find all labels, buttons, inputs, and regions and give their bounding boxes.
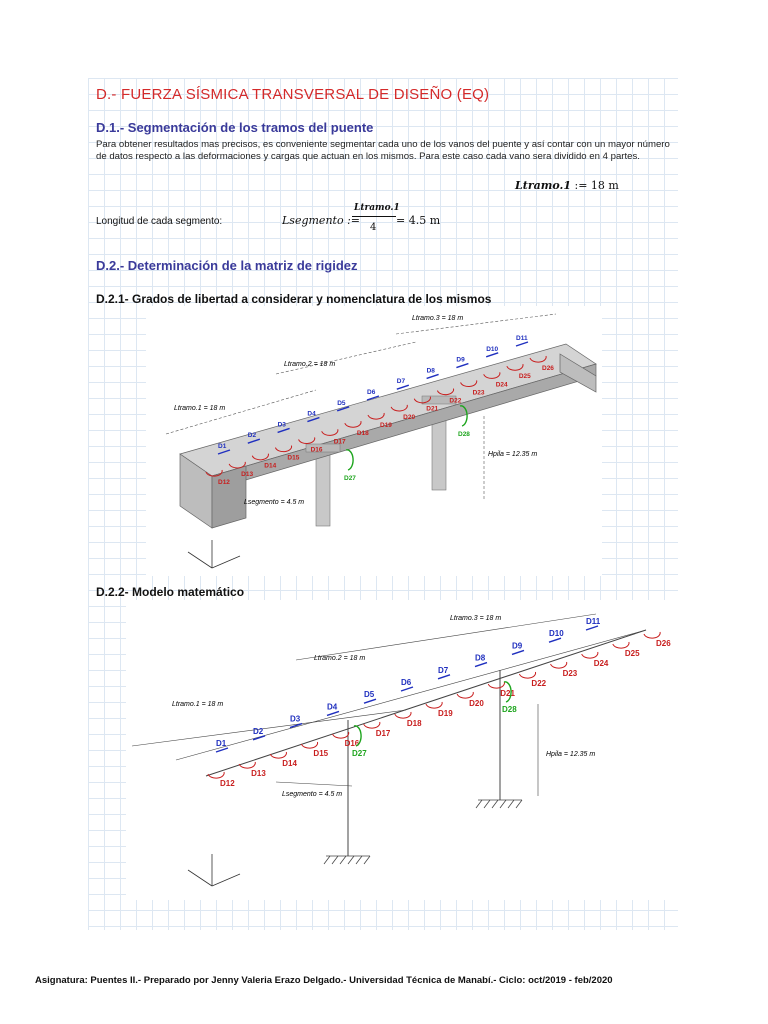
dof-label-d1: D1 [216, 739, 227, 748]
dof-label-d6: D6 [367, 389, 376, 396]
dof-rotation-arc [613, 642, 629, 648]
dof-rotation-arc [582, 652, 598, 658]
dof-label-d4: D4 [307, 410, 316, 418]
dof-label-d20: D20 [469, 699, 484, 708]
dof-label-d21: D21 [500, 689, 515, 698]
fig2-dim-pila: Hpila = 12.35 m [546, 751, 596, 758]
dof-label-d24: D24 [495, 381, 508, 389]
dof-label-d14: D14 [264, 462, 277, 470]
fig2-dim-tramo1: Ltramo.1 = 18 m [172, 701, 224, 708]
dof-rotation-arc [488, 682, 504, 688]
dof-label-d1: D1 [218, 443, 227, 450]
eq-seg-rhs: = 4.5 m [396, 214, 441, 227]
dof-arrow [364, 699, 376, 703]
dof-label-d4: D4 [327, 702, 338, 712]
dof-arrow [486, 353, 498, 357]
dof-arrow [586, 626, 598, 630]
fig1-axes [188, 540, 240, 568]
dof-label-d8: D8 [426, 367, 435, 375]
dof-label-d18: D18 [406, 719, 422, 728]
fig1-dim-segmento: Lsegmento = 4.5 m [244, 499, 305, 506]
dof-label-d13: D13 [241, 470, 254, 478]
dof-label-d20: D20 [403, 413, 416, 421]
dof-label-d18: D18 [356, 430, 369, 438]
bridge-model-figure [126, 600, 678, 900]
dof-rotation-arc [519, 672, 535, 678]
dof-label-d7: D7 [396, 378, 406, 386]
eq-seg-den: 4 [370, 222, 377, 233]
s22-title: D.2.2- Modelo matemático [96, 585, 245, 599]
dof-rotation-arc [426, 702, 442, 708]
dof-label-d16: D16 [310, 446, 323, 454]
fig2-dim-segmento: Lsegmento = 4.5 m [282, 791, 343, 798]
footer: Asignatura: Puentes II.- Preparado por Jenny Valeria Erazo Delgado.- Universidad Técnica de Manabí.- Ciclo: oct/2019 - feb/2020 [35, 975, 613, 986]
eq-seg-num: Ltramo.1 [354, 203, 400, 213]
fig2-dim-tramo3: Ltramo.3 = 18 m [450, 615, 502, 622]
seg-label: Longitud de cada segmento: [96, 216, 223, 227]
bridge-3d-figure [146, 306, 602, 576]
dof-label-d28: D28 [458, 431, 470, 438]
fig1-dim-tramo2: Ltramo.2 = 18 m [284, 361, 336, 368]
dof-rotation-arc [301, 742, 317, 748]
dof-label-d23: D23 [472, 389, 485, 397]
dof-label-d17: D17 [333, 438, 346, 446]
eq-segment [282, 203, 462, 239]
dof-arrow [327, 711, 339, 715]
dof-rotation-arc [551, 662, 567, 668]
dof-label-d19: D19 [380, 422, 392, 429]
dof-rotation-arc [457, 692, 473, 698]
dof-label-d16: D16 [344, 739, 360, 748]
dof-label-d27: D27 [352, 749, 367, 758]
dof-arrow [401, 687, 413, 691]
dof-label-d3: D3 [290, 714, 301, 724]
dof-label-d21: D21 [426, 405, 439, 413]
dof-label-d9: D9 [456, 356, 465, 364]
dof-arrow [397, 385, 409, 389]
dof-label-d11: D11 [586, 617, 601, 626]
eq-ltramo [515, 179, 619, 192]
s2-title: D.2.- Determinación de la matriz de rigidez [96, 258, 358, 273]
dof-label-d9: D9 [512, 641, 523, 651]
dof-label-d6: D6 [401, 678, 412, 687]
eq-ltramo-rhs: := 18 m [574, 179, 619, 192]
fig1-dim-pila: Hpila = 12.35 m [488, 451, 538, 458]
dof-label-d8: D8 [475, 653, 486, 663]
section-title: D.- FUERZA SÍSMICA TRANSVERSAL DE DISEÑO (EQ) [96, 86, 490, 103]
dof-arrow [456, 364, 468, 368]
dof-label-d27: D27 [344, 475, 356, 482]
dof-label-d5: D5 [337, 399, 346, 407]
dof-label-d19: D19 [438, 709, 453, 718]
eq-seg-lhs: Lsegmento := [282, 214, 360, 227]
dof-label-d28: D28 [502, 705, 517, 714]
eq-ltramo-lhs: Ltramo.1 [515, 179, 572, 192]
dof-label-d13: D13 [251, 769, 266, 778]
dof-label-d17: D17 [375, 729, 391, 738]
dof-pier-arc [346, 450, 353, 470]
dof-label-d15: D15 [313, 749, 329, 758]
dof-label-d12: D12 [218, 479, 230, 486]
dof-label-d22: D22 [449, 397, 462, 405]
dof-arrow [516, 342, 528, 346]
s1-paragraph: Para obtener resultados mas precisos, es conveniente segmentar cada uno de los vanos del puente y así contar con un mayor número de datos respecto a las deformaciones y cargas que actuan en los mismos. Para este caso cada vano sera dividido en 4 partes. [96, 139, 670, 162]
dof-arrow [427, 374, 439, 378]
dof-rotation-arc [270, 752, 286, 758]
dof-label-d25: D25 [624, 649, 640, 658]
dof-label-d3: D3 [277, 421, 286, 429]
dof-label-d26: D26 [542, 365, 554, 372]
dof-rotation-arc [644, 632, 660, 638]
dof-label-d12: D12 [220, 779, 235, 788]
dof-label-d5: D5 [364, 690, 375, 700]
dof-label-d10: D10 [549, 629, 564, 639]
dof-label-d25: D25 [518, 373, 531, 381]
dof-label-d2: D2 [253, 726, 264, 736]
dof-label-d7: D7 [438, 665, 449, 675]
dof-label-d22: D22 [531, 679, 547, 688]
dof-label-d2: D2 [247, 432, 257, 440]
dof-arrow [475, 663, 487, 667]
dof-label-d23: D23 [562, 669, 578, 678]
dof-arrow [438, 675, 450, 679]
dof-label-d14: D14 [282, 759, 297, 768]
fig1-dim-tramo3: Ltramo.3 = 18 m [412, 315, 464, 322]
s21-title: D.2.1- Grados de libertad a considerar y nomenclatura de los mismos [96, 292, 492, 306]
dof-label-d26: D26 [656, 639, 671, 648]
dof-label-d24: D24 [593, 659, 609, 668]
dof-arrow [512, 650, 524, 654]
dof-rotation-arc [239, 762, 255, 768]
dof-label-d15: D15 [287, 454, 300, 462]
dof-label-d11: D11 [516, 335, 528, 342]
s1-title: D.1.- Segmentación de los tramos del puente [96, 120, 374, 135]
fig1-dim-tramo1: Ltramo.1 = 18 m [174, 405, 226, 412]
fig2-dim-tramo2: Ltramo.2 = 18 m [314, 655, 366, 662]
dof-label-d10: D10 [486, 345, 499, 353]
dof-arrow [549, 638, 561, 642]
fig2-axes [188, 854, 240, 886]
dof-arrow [253, 736, 265, 740]
